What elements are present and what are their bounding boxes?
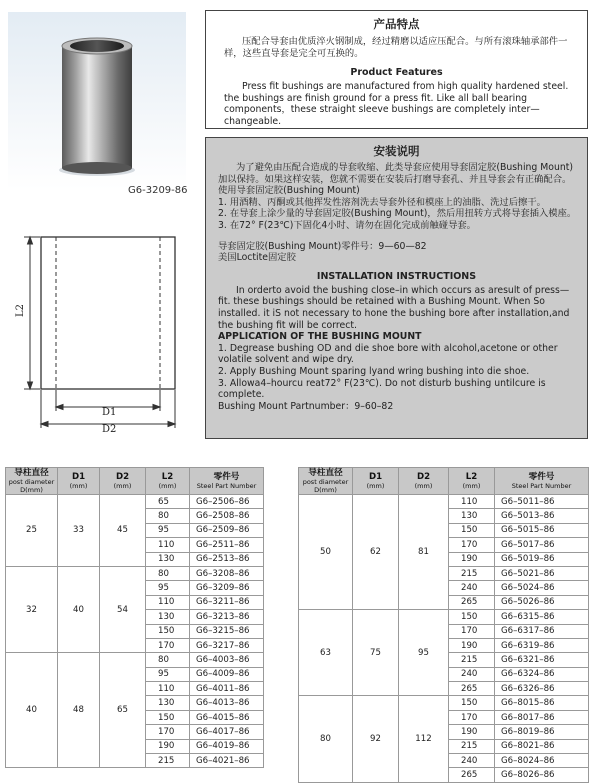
- cell-part-number: G6–4013–86: [190, 696, 264, 710]
- application-title: APPLICATION OF THE BUSHING MOUNT: [218, 331, 422, 343]
- cell-post: 25: [6, 495, 58, 567]
- cell-l2: 95: [146, 667, 190, 681]
- cell-d2: 45: [100, 495, 146, 567]
- cell-d1: 75: [353, 610, 399, 696]
- install-title-cn: 安装说明: [373, 144, 420, 158]
- cell-l2: 130: [449, 509, 495, 523]
- header-l2: L2 (mm): [146, 468, 190, 495]
- cell-part-number: G6–8026–86: [495, 768, 589, 782]
- cell-part-number: G6–2509–86: [190, 523, 264, 537]
- install-intro-en: In orderto avoid the bushing close–in which occurs as aresult of press—fit. these bushings should be retained with a Bushing Mount. When So installed. it iS not necessary to hone the bushing bore after installation,and the bushing fit will be correct.: [218, 284, 570, 331]
- cell-l2: 170: [449, 538, 495, 552]
- cell-l2: 150: [449, 610, 495, 624]
- cell-part-number: G6–6326–86: [495, 682, 589, 696]
- cell-l2: 240: [449, 581, 495, 595]
- header-part-number: 零件号 Steel Part Number: [190, 468, 264, 495]
- cell-part-number: G6–8021–86: [495, 739, 589, 753]
- spec-table-right: [298, 467, 589, 783]
- cell-part-number: G6–8017–86: [495, 710, 589, 724]
- cell-l2: 215: [146, 754, 190, 768]
- table-row: [6, 495, 264, 509]
- cell-part-number: G6–6317–86: [495, 624, 589, 638]
- cell-post: 32: [6, 566, 58, 652]
- cell-l2: 110: [146, 595, 190, 609]
- cell-d1: 62: [353, 495, 399, 610]
- cell-part-number: G6–3215–86: [190, 624, 264, 638]
- d1-dimension-label: D1: [102, 407, 117, 418]
- cell-l2: 110: [449, 495, 495, 509]
- install-title-en: INSTALLATION INSTRUCTIONS: [316, 270, 477, 282]
- cell-part-number: G6–4021–86: [190, 754, 264, 768]
- cell-l2: 190: [449, 638, 495, 652]
- cell-l2: 215: [449, 653, 495, 667]
- cell-d1: 92: [353, 696, 399, 782]
- cell-d2: 81: [399, 495, 449, 610]
- features-text-en: Press fit bushings are manufactured from high quality hardened steel. the bushings are finish ground for a press fit. Like all ball bearing components，these straight sleeve bushings are completely inter—changeable.: [224, 81, 569, 127]
- cell-part-number: G6–5013–86: [495, 509, 589, 523]
- features-title-cn: 产品特点: [373, 17, 420, 31]
- technical-drawing: [10, 225, 200, 435]
- cell-l2: 265: [449, 595, 495, 609]
- cell-part-number: G6–2513–86: [190, 552, 264, 566]
- cell-part-number: G6–8015–86: [495, 696, 589, 710]
- cell-part-number: G6–5017–86: [495, 538, 589, 552]
- l2-dimension-label: L2: [15, 303, 26, 317]
- cell-l2: 190: [146, 739, 190, 753]
- cell-l2: 170: [449, 710, 495, 724]
- cell-l2: 80: [146, 509, 190, 523]
- cell-part-number: G6–5019–86: [495, 552, 589, 566]
- cell-l2: 190: [449, 552, 495, 566]
- d2-dimension-label: D2: [102, 424, 117, 435]
- cell-post: 63: [299, 610, 353, 696]
- cell-d2: 54: [100, 566, 146, 652]
- cell-part-number: G6–2511–86: [190, 538, 264, 552]
- table-right-body: [299, 495, 589, 783]
- cell-part-number: G6–5011–86: [495, 495, 589, 509]
- table-row: [6, 653, 264, 667]
- installation-panel: [205, 137, 588, 439]
- cell-l2: 170: [449, 624, 495, 638]
- cell-part-number: G6–5024–86: [495, 581, 589, 595]
- table-header-row: [299, 468, 589, 495]
- cell-l2: 190: [449, 725, 495, 739]
- cell-part-number: G6–4003–86: [190, 653, 264, 667]
- cell-l2: 65: [146, 495, 190, 509]
- cell-l2: 150: [146, 710, 190, 724]
- cell-part-number: G6–6319–86: [495, 638, 589, 652]
- cell-part-number: G6–3217–86: [190, 638, 264, 652]
- install-step-en-1: 1. Degrease bushing OD and die shoe bore with alcohol,acetone or other volatile solvent and wipe dry.: [218, 342, 558, 366]
- product-features-panel: [205, 10, 588, 129]
- header-post-diameter: 导柱直径 post diameter D(mm): [299, 468, 353, 495]
- cell-l2: 265: [449, 682, 495, 696]
- bushing-photo-image: [8, 12, 186, 190]
- cell-d2: 112: [399, 696, 449, 782]
- table-row: [299, 610, 589, 624]
- cell-part-number: G6–4011–86: [190, 682, 264, 696]
- cell-l2: 80: [146, 566, 190, 580]
- cell-l2: 240: [449, 754, 495, 768]
- cell-part-number: G6–4017–86: [190, 725, 264, 739]
- cell-d1: 33: [58, 495, 100, 567]
- cell-post: 50: [299, 495, 353, 610]
- cell-part-number: G6–3213–86: [190, 610, 264, 624]
- header-d1: D1 (mm): [353, 468, 399, 495]
- cell-part-number: G6–6315–86: [495, 610, 589, 624]
- photo-caption: G6-3209-86: [128, 185, 188, 196]
- header-d2: D2 (mm): [100, 468, 146, 495]
- cell-l2: 265: [449, 768, 495, 782]
- cell-part-number: G6–3209–86: [190, 581, 264, 595]
- cell-part-number: G6–5015–86: [495, 523, 589, 537]
- install-step-cn-3: 3. 在72° F(23℃)下固化4小时、请勿在固化完成前触碰导套。: [218, 219, 476, 231]
- cell-part-number: G6–8019–86: [495, 725, 589, 739]
- header-post-diameter: 导柱直径 post diameter D(mm): [6, 468, 58, 495]
- header-part-number: 零件号 Steel Part Number: [495, 468, 589, 495]
- cell-l2: 80: [146, 653, 190, 667]
- header-l2: L2 (mm): [449, 468, 495, 495]
- spec-table-left: [5, 467, 264, 768]
- cell-part-number: G6–3208–86: [190, 566, 264, 580]
- cell-post: 80: [299, 696, 353, 782]
- install-part-en: Bushing Mount Partnumber：9–60–82: [218, 400, 394, 412]
- cell-l2: 110: [146, 538, 190, 552]
- install-part-cn: 导套固定胶(Bushing Mount)零件号：9—60—82: [218, 240, 427, 252]
- cell-part-number: G6–4015–86: [190, 710, 264, 724]
- cell-l2: 215: [449, 566, 495, 580]
- install-step-cn-2: 2. 在导套上涂少量的导套固定胶(Bushing Mount)，然后用扭转方式将导套插入模座。: [218, 208, 577, 220]
- table-header-row: [6, 468, 264, 495]
- header-d1: D1 (mm): [58, 468, 100, 495]
- install-step-cn-1: 1. 用酒精、丙酮或其他挥发性溶剂洗去导套外径和模座上的油脂、洗过后擦干。: [218, 196, 546, 208]
- cell-d2: 65: [100, 653, 146, 768]
- cell-post: 40: [6, 653, 58, 768]
- product-photo: [8, 12, 186, 190]
- cell-d2: 95: [399, 610, 449, 696]
- cell-part-number: G6–2506–86: [190, 495, 264, 509]
- cell-l2: 215: [449, 739, 495, 753]
- features-text-cn: 压配合导套由优质淬火钢制成，经过精磨以适应压配合。与所有滚珠轴承部件一样，这些直导套是完全可互换的。: [224, 36, 568, 59]
- cell-l2: 170: [146, 638, 190, 652]
- header-d2: D2 (mm): [399, 468, 449, 495]
- cell-l2: 150: [449, 696, 495, 710]
- cell-part-number: G6–3211–86: [190, 595, 264, 609]
- cell-l2: 130: [146, 610, 190, 624]
- cell-part-number: G6–5026–86: [495, 595, 589, 609]
- cell-part-number: G6–5021–86: [495, 566, 589, 580]
- install-use-cn: 使用导套固定胶(Bushing Mount): [218, 185, 360, 197]
- cell-l2: 95: [146, 581, 190, 595]
- features-title-en: Product Features: [350, 67, 443, 79]
- cell-l2: 150: [449, 523, 495, 537]
- install-brand-cn: 美国Loctite固定胶: [218, 252, 296, 264]
- cell-l2: 130: [146, 696, 190, 710]
- cell-d1: 48: [58, 653, 100, 768]
- table-left-body: [6, 495, 264, 768]
- cell-part-number: G6–6324–86: [495, 667, 589, 681]
- cell-part-number: G6–8024–86: [495, 754, 589, 768]
- cell-l2: 110: [146, 682, 190, 696]
- table-row: [299, 696, 589, 710]
- cell-l2: 95: [146, 523, 190, 537]
- cell-l2: 240: [449, 667, 495, 681]
- install-intro-cn: 为了避免由压配合造成的导套收缩、此类导套应使用导套固定胶(Bushing Mount)加以保持。如果这样安装，您就不需要在安装后打磨导套孔、并且导套会有正确配合。: [218, 162, 574, 185]
- cell-d1: 40: [58, 566, 100, 652]
- install-step-en-2: 2. Apply Bushing Mount sparing lyand wring bushing into die shoe.: [218, 365, 530, 377]
- cell-part-number: G6–4019–86: [190, 739, 264, 753]
- install-step-en-3: 3. Allowa4–hourcu reat72° F(23℃). Do not disturb bushing untilcure is complete.: [218, 377, 546, 401]
- table-row: [299, 495, 589, 509]
- cell-l2: 150: [146, 624, 190, 638]
- cell-part-number: G6–6321–86: [495, 653, 589, 667]
- cell-part-number: G6–2508–86: [190, 509, 264, 523]
- cell-l2: 130: [146, 552, 190, 566]
- cell-l2: 170: [146, 725, 190, 739]
- table-row: [6, 566, 264, 580]
- cell-part-number: G6–4009–86: [190, 667, 264, 681]
